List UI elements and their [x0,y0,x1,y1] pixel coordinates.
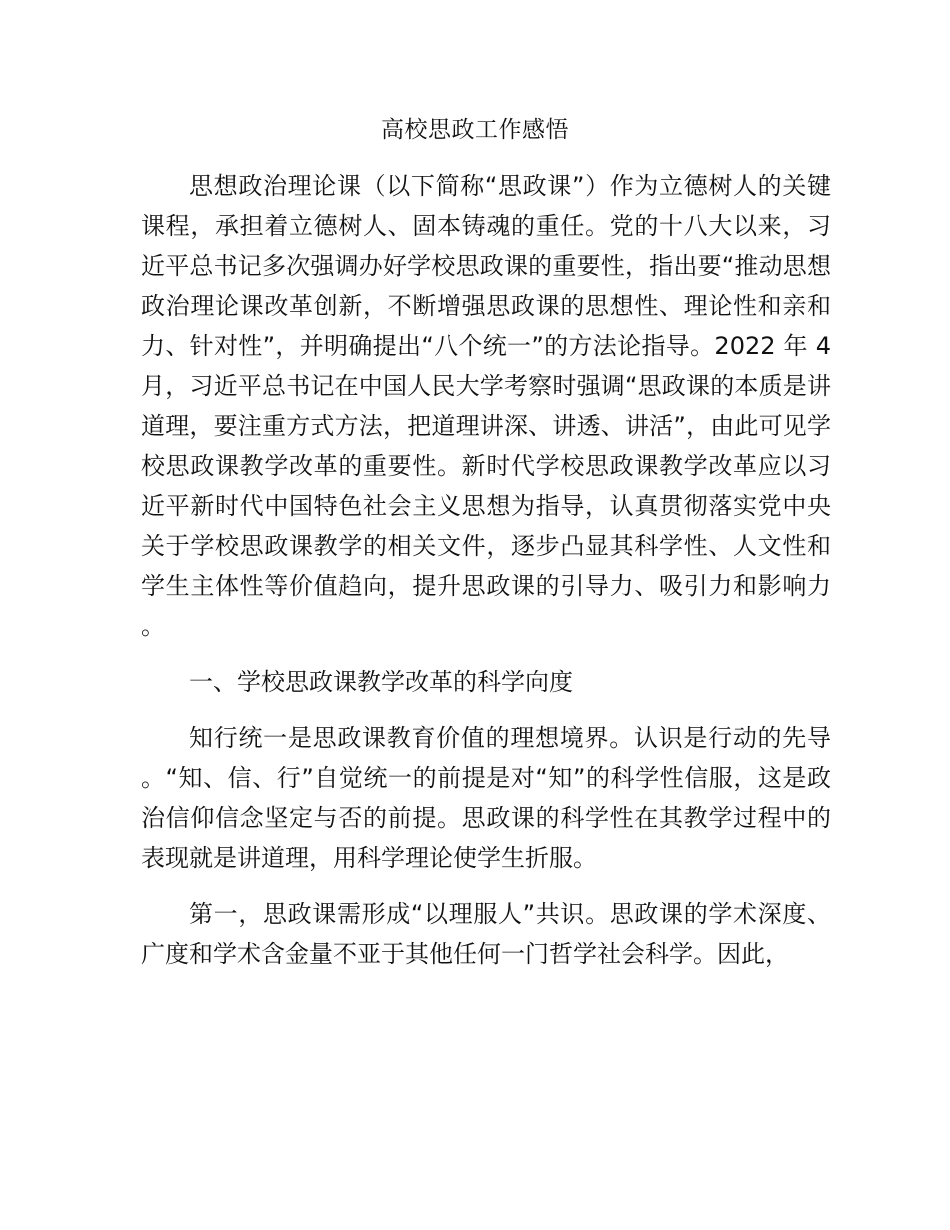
paragraph-knowledge-action: 知行统一是思政课教育价值的理想境界。认识是行动的先导。“知、信、行”自觉统一的前提是对“知”的科学性信服，这是政治信仰信念坚定与否的前提。思政课的科学性在其教学过程中的表现就是讲道理，用科学理论使学生折服。 [141,724,831,872]
paragraph-first-point: 第一，思政课需形成“以理服人”共识。思政课的学术深度、广度和学术含金量不亚于其他任何一门哲学社会科学。因此， [141,900,831,968]
document-title: 高校思政工作感悟 [381,117,569,143]
paragraph-intro: 思想政治理论课（以下简称“思政课”）作为立德树人的关键课程，承担着立德树人、固本铸魂的重任。党的十八大以来，习近平总书记多次强调办好学校思政课的重要性，指出要“推动思想政治理论课改革创新，不断增强思政课的思想性、理论性和亲和力、针对性”，并明确提出“八个统一”的方法论指导。2022 年 4 月，习近平总书记在中国人民大学考察时强调“思政课的本质是讲道理，要注重方式方法，把道理讲深、讲透、讲活”，由此可见学校思政课教学改革的重要性。新时代学校思政课教学改革应以习近平新时代中国特色社会主义思想为指导，认真贯彻落实党中央关于学校思政课教学的相关文件，逐步凸显其科学性、人文性和学生主体性等价值趋向，提升思政课的引导力、吸引力和影响力。 [141,172,831,640]
section-heading-1: 一、学校思政课教学改革的科学向度 [189,668,573,696]
document-body [141,166,831,974]
